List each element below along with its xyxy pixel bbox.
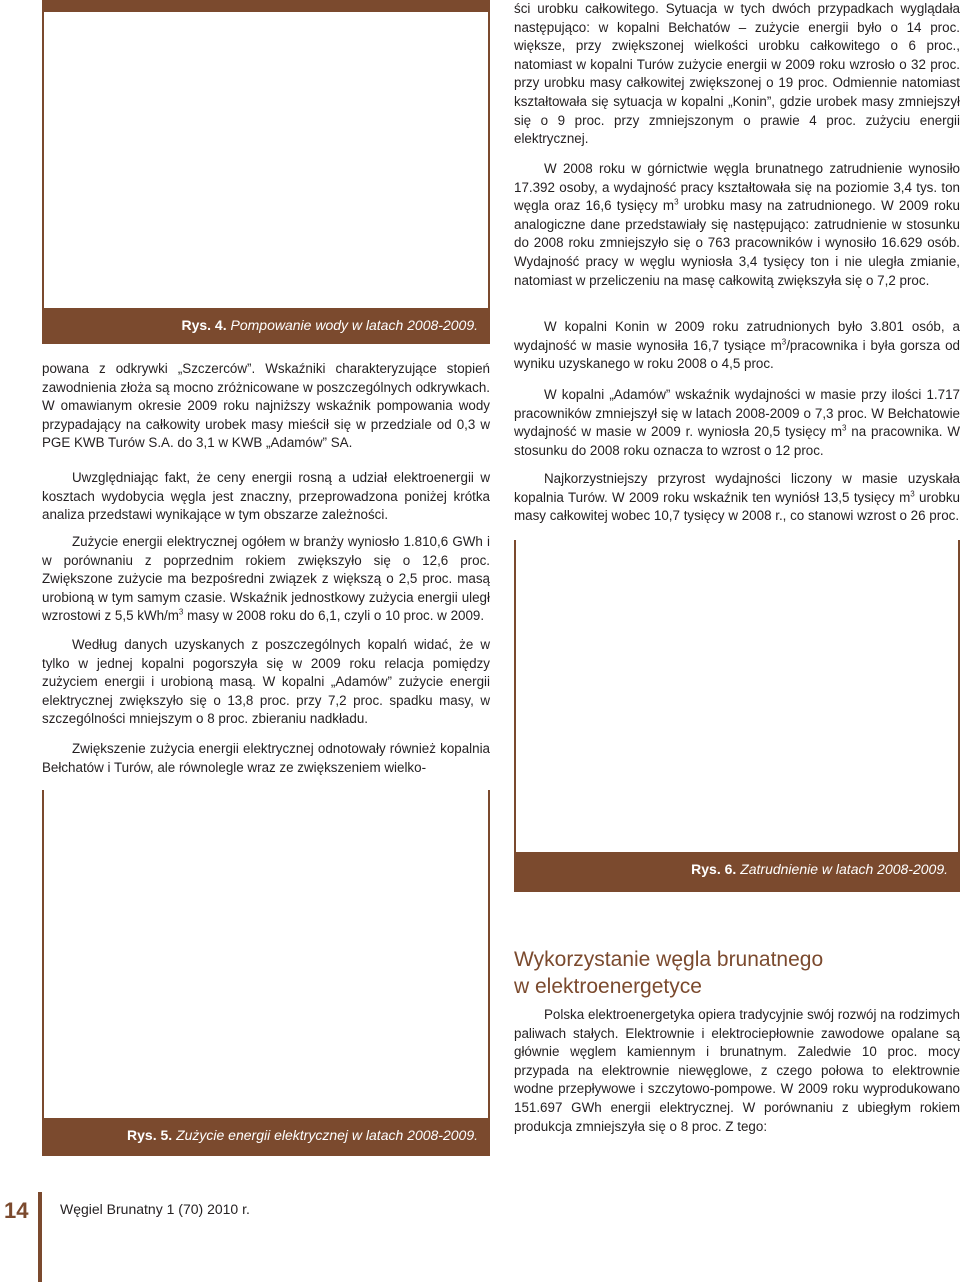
right-p3-text-a: W kopalni Konin w 2009 roku zatrudnionych było 3.801 osób, a wydajność w masie wynosiła 16,7 tysiące m bbox=[514, 319, 960, 353]
right-paragraph-1: ści urobku całkowitego. Sytuacja w tych dwóch przypadkach wyglądała następująco: w kopalni Bełchatów – zużycie energii było o 14 proc. większe, przy zwiększonej wielkości urobku całkowitego o 6 proc., natomiast w kopalni Turów zużycie energii w 2009 roku wzrosło o 32 proc. przy urobku masy całkowitej zwiększonej o 19 proc. Odmiennie natomiast kształtowała się sytuacja w kopalni „Konin”, gdzie urobek masy zmniejszył się o 9 proc. przy zmniejszonym o prawie 4 proc. zużyciu energii elektrycznej. bbox=[514, 1, 960, 147]
footer-vertical-rule bbox=[38, 1192, 42, 1282]
section-heading-line-1: Wykorzystanie węgla brunatnego bbox=[514, 948, 824, 971]
fig4-label: Rys. 4. bbox=[181, 317, 227, 333]
right-paragraph-4 bbox=[514, 386, 960, 460]
left-paragraph-2: Uwzględniając fakt, że ceny energii rosną a udział elektroenergii w kosztach wydobycia węgla jest znaczny, przeprowadzona poniżej krótka analiza przedstawi wynikające w tym obszarze zależności. bbox=[42, 470, 490, 523]
right-p2-sup: 3 bbox=[674, 197, 679, 207]
fig6-caption: Zatrudnienie w latach 2008-2009. bbox=[740, 861, 948, 877]
right-p5-text-a: Najkorzystniejszy przyrost wydajności liczony w masie uzyskała kopalnia Turów. W 2009 roku wskaźnik ten wyniósł 13,5 tysięcy m bbox=[514, 471, 960, 505]
right-p4-text-a: W kopalni „Adamów” wskaźnik wydajności w masie przy ilości 1.717 pracowników zmniejszył się w latach 2008-2009 o 7,3 proc. W Bełchatowie wydajność w masie w 2009 r. wyniosła 20,5 tysięcy m bbox=[514, 387, 960, 440]
right-p5-sup: 3 bbox=[910, 489, 915, 499]
fig4-caption: Pompowanie wody w latach 2008-2009. bbox=[230, 317, 478, 333]
right-paragraph-6: Polska elektroenergetyka opiera tradycyjnie swój rozwój na rodzimych paliwach stałych. Elektrownie i elektrociepłownie zawodowe opalane są głównie węglem kamiennym i brunatnym. Zaledwie 10 proc. mocy przypada na elektrownie niewęglowe, z czego połowa to elektrownie wodne przepływowe i szczytowo-pompowe. W 2009 roku wyprodukowano 151.697 GWh energii elektrycznej. W porównaniu z ubiegłym rokiem produkcja zmniejszyła się o 8 proc. Z tego: bbox=[514, 1007, 960, 1134]
fig4-caption-bar bbox=[42, 308, 490, 344]
right-p2-text-b: urobku masy na zatrudnionego. W 2009 roku analogiczne dane przedstawiały się następująco: zatrudnienie w stosunku do 2008 roku zmniejszyło się o 763 pracowników i wynosiło 16.629 osób. Wydajność pracy w węglu wyniosła 3,4 tysięcy ton i nie uległa zmianie, natomiast w przeliczeniu na masę całkowitą zwiększyła się o 7,2 proc. bbox=[514, 198, 960, 288]
right-paragraph-2 bbox=[514, 160, 960, 290]
section-heading-line-2: w elektroenergetyce bbox=[514, 975, 702, 998]
fig6-frame bbox=[514, 540, 960, 860]
section-heading bbox=[514, 946, 960, 1000]
fig6-label: Rys. 6. bbox=[691, 861, 737, 877]
right-p4-sup: 3 bbox=[841, 423, 847, 433]
left-p3-text-a: Zużycie energii elektrycznej ogółem w branży wyniosło 1.810,6 GWh i w porównaniu z poprzednim rokiem zwiększyło się o 12,6 proc. Zwiększone zużycie ma bezpośredni związek z większą o 2,5 proc. masą urobioną w tym samym czasie. Wskaźnik jednostkowy zużycia energii uległ wzrostowi z 5,5 kWh/m bbox=[42, 534, 490, 624]
fig5-frame bbox=[42, 790, 490, 1130]
left-p3-sup: 3 bbox=[178, 607, 184, 617]
fig5-label: Rys. 5. bbox=[127, 1127, 173, 1143]
journal-title: Węgiel Brunatny 1 (70) 2010 r. bbox=[60, 1201, 250, 1217]
right-p2-text-a: W 2008 roku w górnictwie węgla brunatnego zatrudnienie wynosiło 17.392 osoby, a wydajność pracy kształtowała się na poziomie 3,4 tys. ton węgla oraz 16,6 tysięcy m bbox=[514, 161, 960, 214]
right-p5-text-b: urobku masy całkowitej wobec 10,7 tysięcy w 2008 r., co stanowi wzrost o 26 proc. bbox=[514, 489, 960, 524]
page-number: 14 bbox=[4, 1198, 29, 1223]
right-paragraph-5 bbox=[514, 470, 960, 526]
fig5-caption: Zużycie energii elektrycznej w latach 2008-2009. bbox=[176, 1127, 478, 1143]
fig6-caption-bar bbox=[514, 852, 960, 892]
left-paragraph-5: Zwiększenie zużycia energii elektrycznej odnotowały również kopalnia Bełchatów i Turów, ale równolegle wraz ze zwiększeniem wielko- bbox=[42, 741, 490, 775]
left-p3-text-b: masy w 2008 roku do 6,1, czyli o 10 proc. w 2009. bbox=[183, 608, 485, 624]
left-paragraph-3 bbox=[42, 533, 490, 626]
right-p3-text-b: /pracownika i była gorsza od wyniku uzyskanego w roku 2008 o 4,5 proc. bbox=[514, 337, 960, 372]
right-p4-text-b: na pracownika. W stosunku do 2008 roku oznacza to wzrost o 12 proc. bbox=[514, 424, 960, 458]
right-paragraph-3 bbox=[514, 318, 960, 374]
right-p3-sup: 3 bbox=[781, 337, 787, 347]
fig5-caption-bar bbox=[42, 1118, 490, 1156]
left-paragraph-4: Według danych uzyskanych z poszczególnych kopalń widać, że w tylko w jednej kopalni pogorszyła się w 2009 roku relacja pomiędzy zużyciem energii i urobioną masą. W kopalni „Adamów” zużycie energii elektrycznej zwiększyło się o 13,8 proc. przy 7,2 proc. spadku masy, w szczególności mniejszym o 8 proc. zbieraniu nadkładu. bbox=[42, 637, 490, 727]
fig4-frame bbox=[42, 0, 490, 310]
left-paragraph-1: powana z odkrywki „Szczerców”. Wskaźniki charakteryzujące stopień zawodnienia złoża są mocno zróżnicowane w poszczególnych odkrywkach. W omawianym okresie 2009 roku najniższy wskaźnik pompowania wody przypadający na całkowity urobek masy mieścił się w przedziale od 0,3 w PGE KWB Turów S.A. do 3,1 w KWB „Adamów” SA. bbox=[42, 361, 490, 451]
